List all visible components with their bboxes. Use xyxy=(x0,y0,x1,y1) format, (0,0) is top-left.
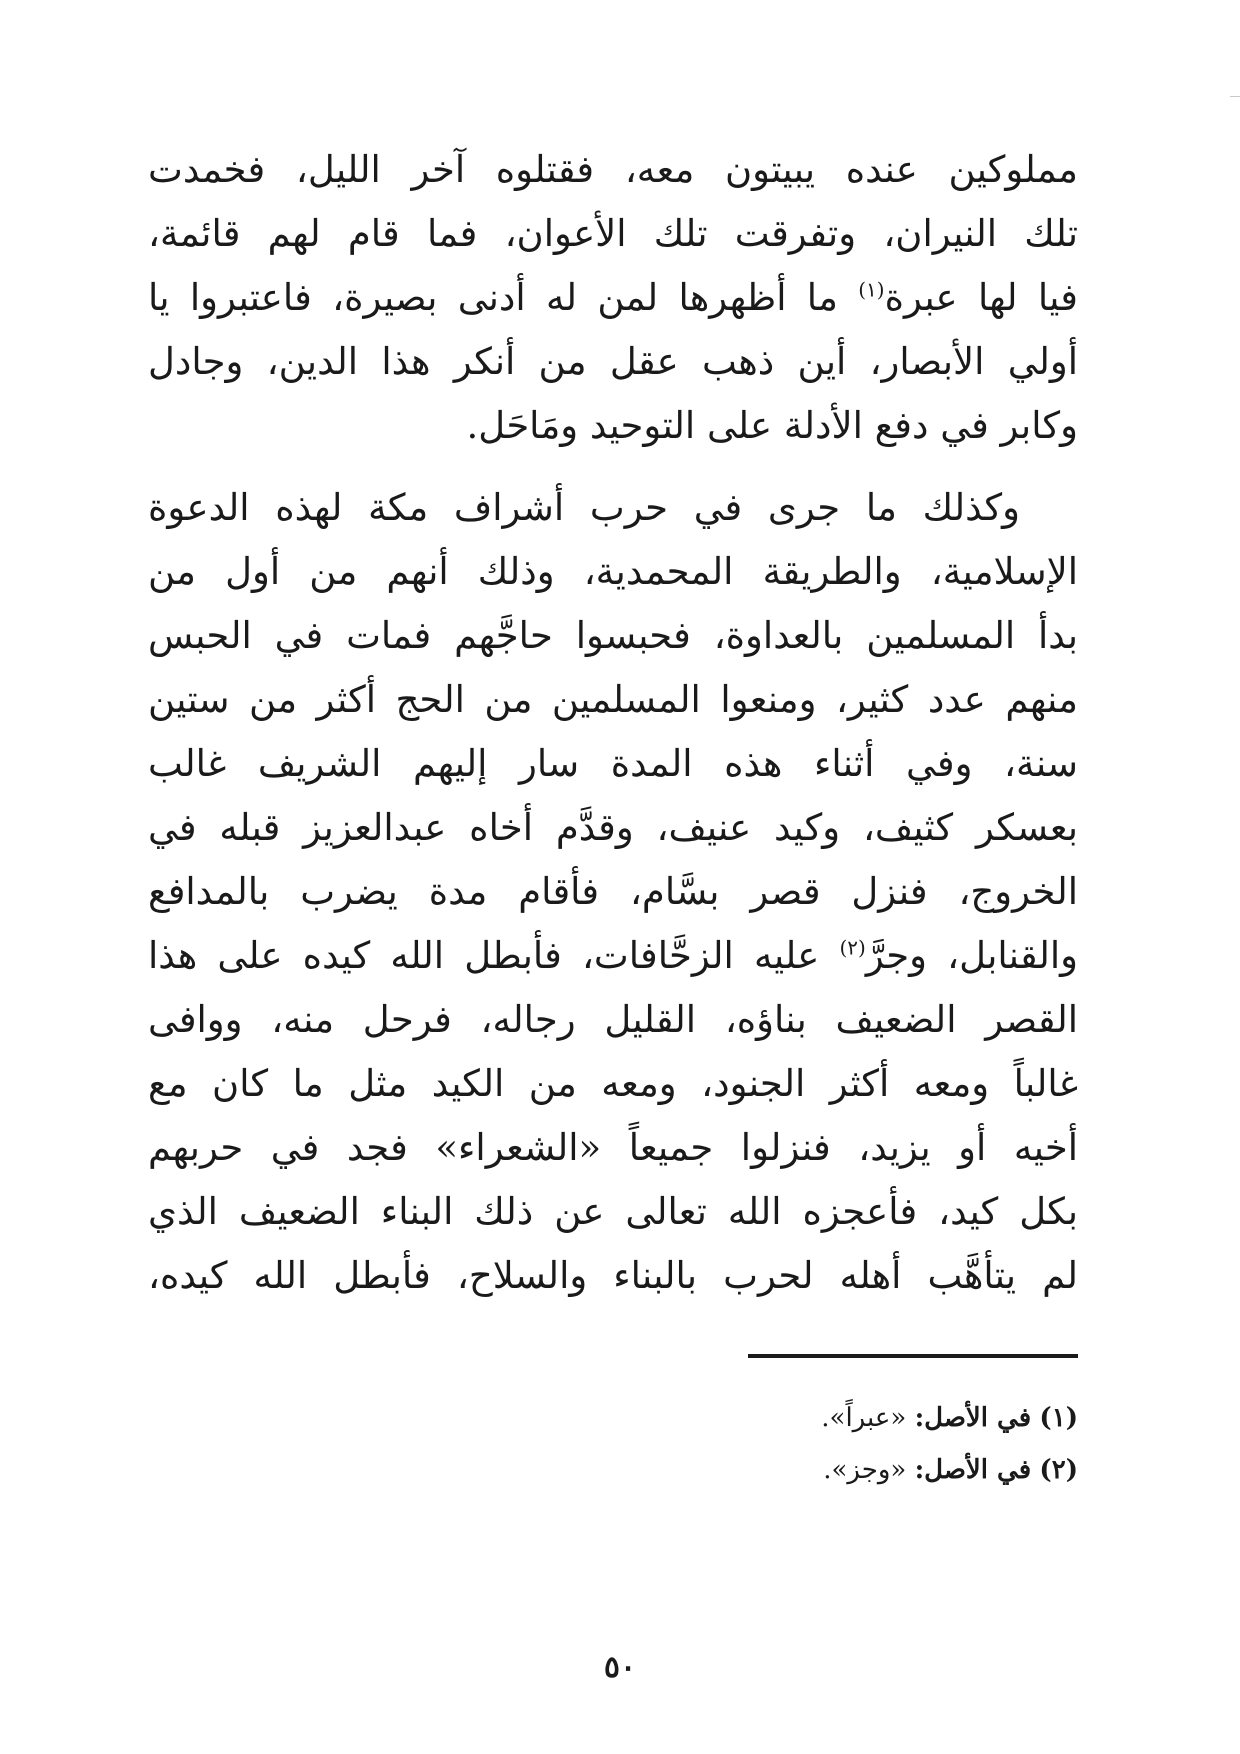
text-line: الخروج، فنزل قصر بسَّام، فأقام مدة يضرب بالمدافع xyxy=(148,870,1078,913)
footnote-ref-2[interactable]: (٢) xyxy=(839,935,866,960)
footnote-ref-1[interactable]: (١) xyxy=(858,277,885,302)
text-line: الإسلامية، والطريقة المحمدية، وذلك أنهم من أول من xyxy=(148,550,1078,593)
text-line: القصر الضعيف بناؤه، القليل رجاله، فرحل منه، ووافى xyxy=(148,998,1078,1041)
text-line: بعسكر كثيف، وكيد عنيف، وقدَّم أخاه عبدالعزيز قبله في xyxy=(148,806,1078,849)
text-line: وكابر في دفع الأدلة على التوحيد ومَاحَل. xyxy=(466,404,1078,447)
text-line: غالباً ومعه أكثر الجنود، ومعه من الكيد مثل ما كان مع xyxy=(148,1062,1078,1105)
margin-mark xyxy=(1230,96,1240,97)
text-line: بكل كيد، فأعجزه الله تعالى عن ذلك البناء الضعيف الذي xyxy=(148,1190,1078,1233)
footnote-number: (٢) xyxy=(1039,1455,1078,1485)
text-line: أولي الأبصار، أين ذهب عقل من أنكر هذا الدين، وجادل xyxy=(148,340,1078,383)
page-number: ٥٠ xyxy=(603,1650,637,1685)
footnote-1 xyxy=(821,1392,1078,1444)
footnote-number: (١) xyxy=(1039,1403,1078,1433)
paragraph-gap xyxy=(148,458,1078,476)
text-line: منهم عدد كثير، ومنعوا المسلمين من الحج أكثر من ستين xyxy=(148,678,1078,721)
text-segment: عليه الزحَّافات، فأبطل الله كيده على هذا xyxy=(148,934,840,977)
footnote-text: «عبراً». xyxy=(821,1403,907,1433)
text-line: بدأ المسلمين بالعداوة، فحبسوا حاجَّهم فمات في الحبس xyxy=(148,614,1078,657)
text-line: أخيه أو يزيد، فنزلوا جميعاً «الشعراء» فجد في حربهم xyxy=(148,1126,1078,1169)
text-line: لم يتأهَّب أهله لحرب بالبناء والسلاح، فأبطل الله كيده، xyxy=(148,1254,1078,1297)
text-segment: والقنابل، وجرَّ xyxy=(865,934,1078,977)
text-line: مملوكين عنده يبيتون معه، فقتلوه آخر الليل، فخمدت xyxy=(148,148,1078,191)
footnote-label: في الأصل: xyxy=(914,1455,1032,1485)
footnote-label: في الأصل: xyxy=(914,1403,1032,1433)
text-line xyxy=(148,266,1078,330)
text-line: تلك النيران، وتفرقت تلك الأعوان، فما قام لهم قائمة، xyxy=(148,212,1078,255)
footnote-2 xyxy=(821,1444,1078,1496)
footnote-text: «وجز». xyxy=(823,1455,907,1485)
text-segment: ما أظهرها لمن له أدنى بصيرة، فاعتبروا يا xyxy=(148,276,859,319)
main-text xyxy=(148,138,1078,1308)
text-line xyxy=(148,924,1078,988)
footnotes xyxy=(821,1392,1078,1496)
footnote-separator xyxy=(748,1354,1078,1358)
text-segment: فيا لها عبرة xyxy=(884,276,1078,319)
text-line: وكذلك ما جرى في حرب أشراف مكة لهذه الدعوة xyxy=(148,486,1020,529)
text-line: سنة، وفي أثناء هذه المدة سار إليهم الشريف غالب xyxy=(148,742,1078,785)
